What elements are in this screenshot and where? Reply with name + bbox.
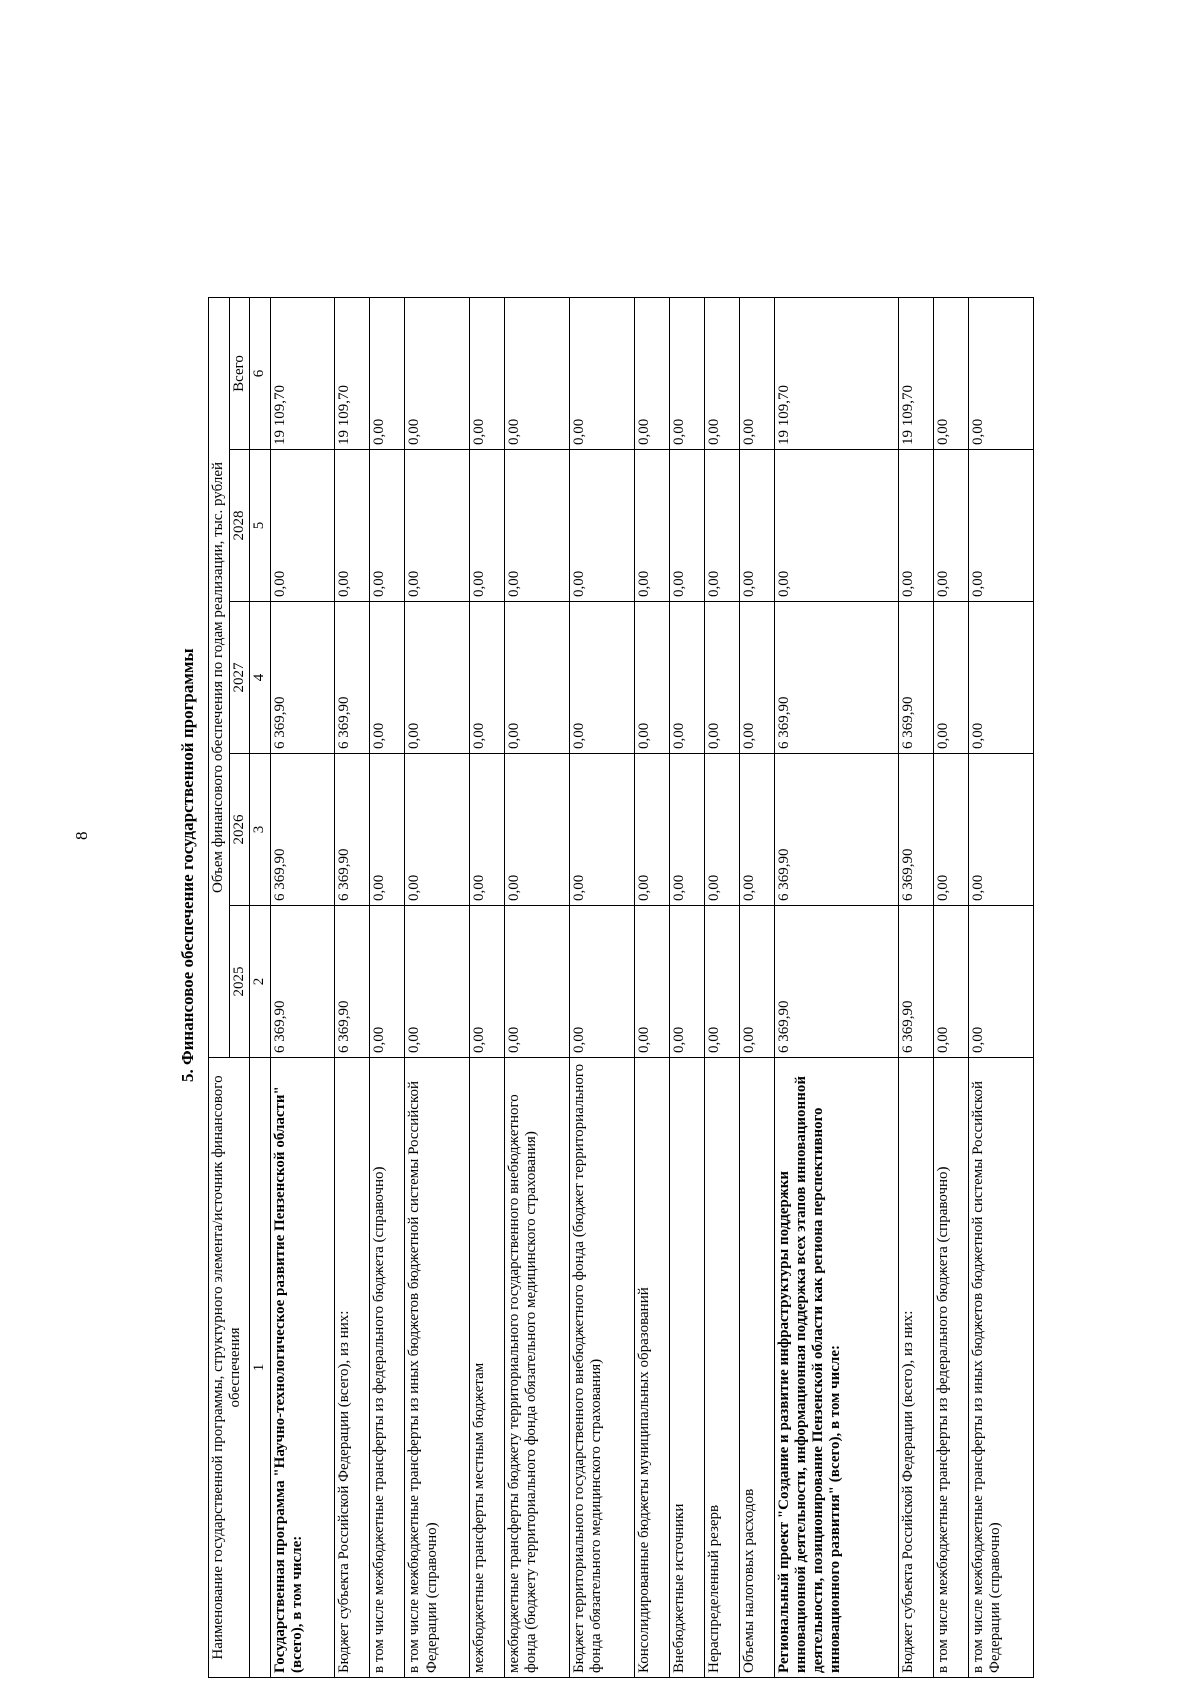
row-value: 0,00 bbox=[774, 450, 898, 602]
col-number: 5 bbox=[250, 450, 270, 602]
table-row bbox=[470, 297, 505, 1677]
header-name: Наименование государственной программы, структурного элемента/источник финансового обеспечения bbox=[209, 1058, 250, 1678]
row-value: 6 369,90 bbox=[774, 906, 898, 1058]
section-title: 5. Финансовое обеспечение государственной программы bbox=[178, 648, 197, 1082]
row-value: 0,00 bbox=[969, 297, 1034, 449]
row-value: 0,00 bbox=[470, 754, 505, 906]
row-value: 0,00 bbox=[739, 450, 774, 602]
table-row bbox=[569, 297, 634, 1677]
row-value: 6 369,90 bbox=[774, 602, 898, 754]
row-value: 6 369,90 bbox=[335, 602, 370, 754]
row-value: 0,00 bbox=[739, 906, 774, 1058]
row-value: 0,00 bbox=[370, 906, 405, 1058]
row-name: Государственная программа "Научно-технологическое развитие Пензенской области" (всего), в том числе: bbox=[270, 1058, 335, 1678]
row-value: 0,00 bbox=[634, 906, 669, 1058]
table-row bbox=[370, 297, 405, 1677]
row-value: 0,00 bbox=[370, 297, 405, 449]
row-value: 6 369,90 bbox=[774, 754, 898, 906]
row-value: 0,00 bbox=[704, 906, 739, 1058]
row-value: 0,00 bbox=[505, 450, 570, 602]
row-name: Бюджет субъекта Российской Федерации (всего), из них: bbox=[335, 1058, 370, 1678]
row-value: 0,00 bbox=[505, 602, 570, 754]
row-value: 0,00 bbox=[405, 906, 470, 1058]
row-value: 0,00 bbox=[634, 450, 669, 602]
table-row bbox=[969, 297, 1034, 1677]
row-value: 0,00 bbox=[634, 297, 669, 449]
row-value: 0,00 bbox=[505, 754, 570, 906]
header-volume: Объем финансового обеспечения по годам реализации, тыс. рублей bbox=[209, 297, 230, 1057]
row-value: 0,00 bbox=[704, 450, 739, 602]
row-name: Объемы налоговых расходов bbox=[739, 1058, 774, 1678]
row-name: межбюджетные трансферты местным бюджетам bbox=[470, 1058, 505, 1678]
row-value: 0,00 bbox=[739, 297, 774, 449]
row-value: 6 369,90 bbox=[899, 602, 934, 754]
col-number: 6 bbox=[250, 297, 270, 449]
table-row bbox=[704, 297, 739, 1677]
col-number: 4 bbox=[250, 602, 270, 754]
row-name: Региональный проект "Создание и развитие инфраструктуры поддержки инновационной деятельности, информационная поддержка всех этапов инновационной деятельности, позиционирование Пензенской области как региона перспективного инновационного развития" (всего), в том числе: bbox=[774, 1058, 898, 1678]
row-value: 6 369,90 bbox=[335, 906, 370, 1058]
row-value: 6 369,90 bbox=[899, 906, 934, 1058]
row-value: 0,00 bbox=[505, 906, 570, 1058]
row-value: 0,00 bbox=[470, 450, 505, 602]
table-row bbox=[774, 297, 898, 1677]
row-value: 0,00 bbox=[370, 754, 405, 906]
row-value: 0,00 bbox=[370, 602, 405, 754]
table-row bbox=[405, 297, 470, 1677]
col-number: 3 bbox=[250, 754, 270, 906]
row-name: Нераспределенный резерв bbox=[704, 1058, 739, 1678]
row-value: 6 369,90 bbox=[335, 754, 370, 906]
row-value: 0,00 bbox=[934, 754, 969, 906]
header-year: 2026 bbox=[230, 754, 250, 906]
header-year: 2027 bbox=[230, 602, 250, 754]
page-number: 8 bbox=[72, 831, 91, 840]
row-name: в том числе межбюджетные трансферты из иных бюджетов бюджетной системы Российской Федерации (справочно) bbox=[969, 1058, 1034, 1678]
row-value: 0,00 bbox=[704, 602, 739, 754]
row-name: в том числе межбюджетные трансферты из федерального бюджета (справочно) bbox=[370, 1058, 405, 1678]
row-value: 0,00 bbox=[669, 754, 704, 906]
row-value: 0,00 bbox=[470, 602, 505, 754]
row-value: 6 369,90 bbox=[899, 754, 934, 906]
row-value: 0,00 bbox=[969, 602, 1034, 754]
table-row bbox=[270, 297, 335, 1677]
row-value: 0,00 bbox=[934, 450, 969, 602]
row-value: 0,00 bbox=[470, 297, 505, 449]
row-value: 0,00 bbox=[405, 297, 470, 449]
row-value: 0,00 bbox=[934, 602, 969, 754]
table-row bbox=[335, 297, 370, 1677]
row-value: 0,00 bbox=[634, 602, 669, 754]
table-row bbox=[634, 297, 669, 1677]
row-value: 0,00 bbox=[969, 450, 1034, 602]
row-value: 0,00 bbox=[335, 450, 370, 602]
row-value: 0,00 bbox=[704, 297, 739, 449]
row-value: 0,00 bbox=[569, 906, 634, 1058]
row-value: 19 109,70 bbox=[270, 297, 335, 449]
row-value: 0,00 bbox=[969, 906, 1034, 1058]
row-value: 19 109,70 bbox=[774, 297, 898, 449]
row-value: 0,00 bbox=[405, 450, 470, 602]
header-total: Всего bbox=[230, 297, 250, 449]
row-value: 0,00 bbox=[569, 450, 634, 602]
row-value: 19 109,70 bbox=[335, 297, 370, 449]
row-value: 0,00 bbox=[899, 450, 934, 602]
row-value: 6 369,90 bbox=[270, 754, 335, 906]
row-value: 0,00 bbox=[669, 297, 704, 449]
row-value: 0,00 bbox=[704, 754, 739, 906]
table-row bbox=[739, 297, 774, 1677]
row-name: Консолидированные бюджеты муниципальных образований bbox=[634, 1058, 669, 1678]
header-year: 2025 bbox=[230, 906, 250, 1058]
table-row bbox=[505, 297, 570, 1677]
row-value: 0,00 bbox=[669, 602, 704, 754]
row-value: 19 109,70 bbox=[899, 297, 934, 449]
row-name: Бюджет субъекта Российской Федерации (всего), из них: bbox=[899, 1058, 934, 1678]
row-value: 0,00 bbox=[634, 754, 669, 906]
row-value: 0,00 bbox=[669, 450, 704, 602]
row-value: 0,00 bbox=[739, 754, 774, 906]
row-value: 0,00 bbox=[270, 450, 335, 602]
row-value: 6 369,90 bbox=[270, 602, 335, 754]
row-value: 0,00 bbox=[370, 450, 405, 602]
row-value: 0,00 bbox=[969, 754, 1034, 906]
table-row bbox=[934, 297, 969, 1677]
row-name: Внебюджетные источники bbox=[669, 1058, 704, 1678]
financing-table bbox=[208, 297, 1034, 1678]
row-value: 0,00 bbox=[470, 906, 505, 1058]
table-body bbox=[270, 297, 1034, 1677]
row-value: 0,00 bbox=[739, 602, 774, 754]
row-value: 0,00 bbox=[569, 297, 634, 449]
row-value: 0,00 bbox=[569, 602, 634, 754]
header-year: 2028 bbox=[230, 450, 250, 602]
row-value: 0,00 bbox=[505, 297, 570, 449]
table-row bbox=[669, 297, 704, 1677]
row-value: 0,00 bbox=[569, 754, 634, 906]
row-value: 0,00 bbox=[405, 754, 470, 906]
row-name: межбюджетные трансферты бюджету территориального государственного внебюджетного фонда (бюджету территориального фонда обязательного медицинского страхования) bbox=[505, 1058, 570, 1678]
row-name: в том числе межбюджетные трансферты из федерального бюджета (справочно) bbox=[934, 1058, 969, 1678]
row-value: 0,00 bbox=[934, 297, 969, 449]
row-value: 0,00 bbox=[669, 906, 704, 1058]
row-value: 0,00 bbox=[405, 602, 470, 754]
table-row bbox=[899, 297, 934, 1677]
col-number: 1 bbox=[250, 1058, 270, 1678]
row-value: 0,00 bbox=[934, 906, 969, 1058]
col-number: 2 bbox=[250, 906, 270, 1058]
row-value: 6 369,90 bbox=[270, 906, 335, 1058]
row-name: в том числе межбюджетные трансферты из иных бюджетов бюджетной системы Российской Федерации (справочно) bbox=[405, 1058, 470, 1678]
row-name: Бюджет территориального государственного внебюджетного фонда (бюджет территориального фонда обязательного медицинского страхования) bbox=[569, 1058, 634, 1678]
financing-table-container bbox=[208, 298, 1034, 1678]
